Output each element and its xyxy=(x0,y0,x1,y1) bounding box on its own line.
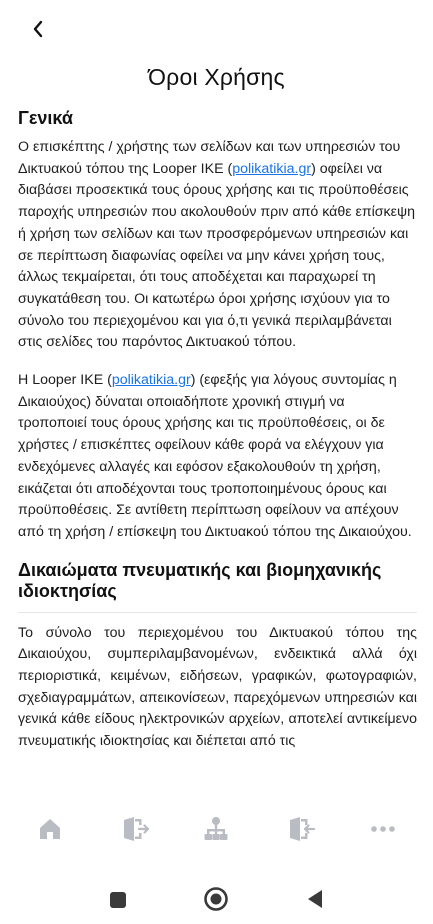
home-circle-icon xyxy=(203,886,229,912)
nav-home[interactable] xyxy=(35,814,65,844)
nav-exit[interactable] xyxy=(286,814,316,844)
more-dots-icon xyxy=(368,814,398,844)
hierarchy-icon xyxy=(201,814,231,844)
content-fade xyxy=(0,752,433,784)
system-navigation-bar xyxy=(0,874,433,924)
section-heading-general: Γενικά xyxy=(18,108,73,128)
nav-enter[interactable] xyxy=(120,814,150,844)
nav-structure[interactable] xyxy=(201,814,231,844)
nav-more[interactable] xyxy=(368,814,398,844)
section-heading-ip-rights: Δικαιώματα πνευματικής και βιομηχανικής ιδιοκτησίας xyxy=(18,560,417,613)
top-bar xyxy=(0,0,433,60)
home-icon xyxy=(35,814,65,844)
system-home-button[interactable] xyxy=(203,886,229,917)
paragraph-text: ) οφείλει να διαβάσει προσεκτικά τους όρους χρήσης και τις προϋποθέσεις παροχής υπηρεσιών που ακολουθούν πριν από κάθε επίσκεψη ή χρήση των σελίδων και των προσφερόμενων υπηρεσιών και σε περίπτωση διαφωνίας οφείλει να μην κάνει χρήση τους, άλλως τεκμαίρεται, ότι τους αποδέχεται και παραχωρεί τη συγκατάθεση του. Οι κατωτέρω όροι χρήσης ισχύουν για το σύνολο του περιεχομένου και για ό,τι γενικά περιλαμβάνεται στις σελίδες του παρόντος Δικτυακού τόπου. xyxy=(18,160,415,351)
terms-content[interactable] xyxy=(18,104,417,782)
page-title: Όροι Χρήσης xyxy=(148,64,285,90)
paragraph-text: Ο επισκέπτης / χρήστης των σελίδων και των υπηρεσιών του Δικτυακού τόπου της Looper IKE ( xyxy=(18,139,401,177)
polikatikia-link[interactable]: polikatikia.gr xyxy=(111,372,191,389)
paragraph-text: ) (εφεξής για λόγους συντομίας η Δικαιούχος) δύναται οποιαδήποτε χρονική στιγμή να τροποποιεί τους όρους χρήσης και τις προϋποθέσεις, οι δε χρήστες / επισκέπτες οφείλουν κάθε φορά να ελέγχουν για ενδεχόμενες αλλαγές και εφόσον εξακολουθούν τη χρήση, εικάζεται ότι αποδέχονται τους τροποποιημένους όρους και προϋποθέσεις. Σε αντίθετη περίπτωση οφείλουν να απέχουν από τη χρήση / επίσκεψη του Δικτυακού τόπου της Δικαιούχου. xyxy=(18,372,412,540)
door-enter-icon xyxy=(120,814,150,844)
system-back-button[interactable] xyxy=(304,888,326,915)
paragraph-general-2 xyxy=(18,370,417,544)
chevron-left-icon xyxy=(26,16,52,42)
door-exit-icon xyxy=(286,814,316,844)
paragraph-general-1 xyxy=(18,137,417,354)
recent-apps-icon xyxy=(108,890,128,910)
polikatikia-link[interactable]: polikatikia.gr xyxy=(232,160,312,177)
recent-apps-button[interactable] xyxy=(108,890,128,915)
back-button[interactable] xyxy=(26,16,52,42)
paragraph-ip-1: Το σύνολο του περιεχομένου του Δικτυακού τόπου της Δικαιούχου, συμπεριλαμβανομένων, ενδεικτικά αλλά όχι περιοριστικά, κειμένων, ειδήσεων, γραφικών, φωτογραφιών, σχεδιαγραμμάτων, απεικονίσεων, παρεχόμενων υπηρεσιών και γενικά κάθε είδους ηλεκτρονικών αρχείων, αποτελεί αντικείμενο πνευματικής ιδιοκτησίας και διέπεται από τις xyxy=(18,624,417,750)
back-triangle-icon xyxy=(304,888,326,910)
paragraph-text: Η Looper IKE ( xyxy=(18,372,112,389)
bottom-navigation xyxy=(0,784,433,874)
